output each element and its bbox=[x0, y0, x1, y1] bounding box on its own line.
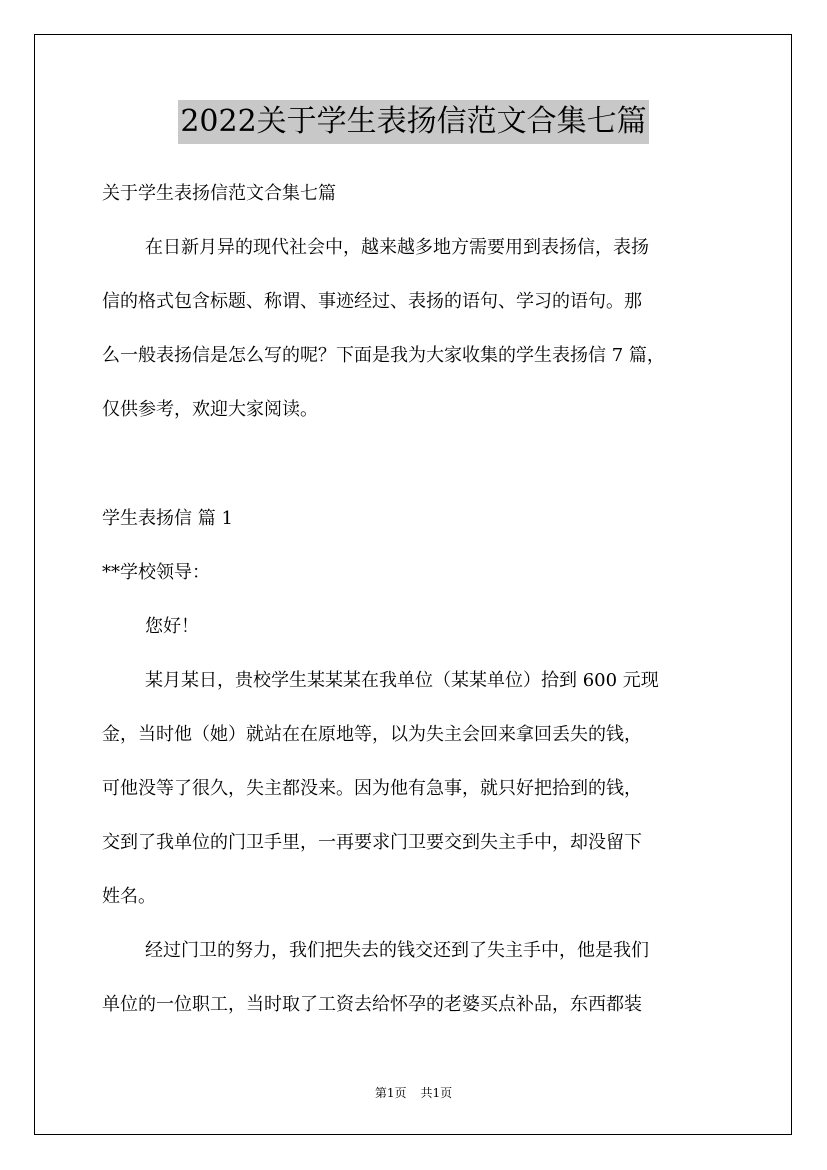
intro-line-2: 信的格式包含标题、称谓、事迹经过、表扬的语句、学习的语句。那 bbox=[102, 291, 642, 312]
subtitle: 关于学生表扬信范文合集七篇 bbox=[102, 183, 336, 204]
intro-line-4: 仅供参考，欢迎大家阅读。 bbox=[102, 399, 318, 420]
page-number: 第1页 bbox=[374, 1086, 407, 1100]
body-line-3: 可他没等了很久，失主都没来。因为他有急事，就只好把拾到的钱， bbox=[102, 778, 642, 799]
body-line-2: 金，当时他（她）就站在在原地等，以为失主会回来拿回丢失的钱， bbox=[102, 724, 642, 745]
title-container bbox=[0, 100, 827, 144]
page-total: 共1页 bbox=[420, 1086, 453, 1100]
document-title: 2022关于学生表扬信范文合集七篇 bbox=[178, 100, 648, 144]
greeting: 您好！ bbox=[145, 616, 199, 637]
body-line-1: 某月某日，贵校学生某某某在我单位（某某单位）拾到 600 元现 bbox=[145, 670, 659, 691]
page-footer bbox=[0, 1084, 827, 1101]
intro-line-3: 么一般表扬信是怎么写的呢？下面是我为大家收集的学生表扬信 7 篇， bbox=[102, 345, 665, 366]
section-heading: 学生表扬信 篇 1 bbox=[102, 508, 233, 529]
body-line-7: 单位的一位职工，当时取了工资去给怀孕的老婆买点补品，东西都装 bbox=[102, 994, 642, 1015]
intro-line-1: 在日新月异的现代社会中，越来越多地方需要用到表扬信，表扬 bbox=[145, 237, 649, 258]
salutation: **学校领导： bbox=[102, 562, 210, 583]
body-line-4: 交到了我单位的门卫手里，一再要求门卫要交到失主手中，却没留下 bbox=[102, 832, 642, 853]
body-line-5: 姓名。 bbox=[102, 886, 156, 907]
body-line-6: 经过门卫的努力，我们把失去的钱交还到了失主手中，他是我们 bbox=[145, 940, 649, 961]
